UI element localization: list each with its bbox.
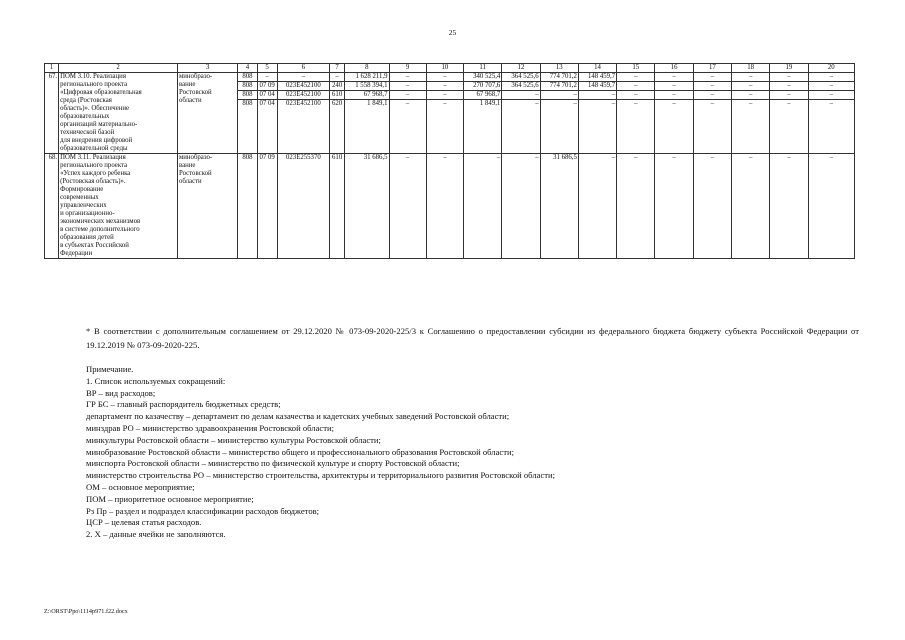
row-title-line: управленческих — [60, 202, 107, 209]
table-cell — [732, 154, 770, 259]
cell-value: – — [617, 91, 654, 100]
cell-value: – — [535, 100, 539, 107]
notes-block — [86, 364, 866, 541]
cell-value: 148 459,7 — [579, 82, 616, 91]
cell-value: 774 701,2 — [541, 82, 578, 91]
cell-value: – — [611, 100, 616, 107]
cell-value: – — [655, 91, 692, 100]
row-title-line: организаций материально- — [60, 121, 138, 128]
notes-item: минздрав РО – министерство здравоохранения Ростовской области; — [86, 422, 334, 433]
cell-value: 774 701,2 — [541, 73, 578, 82]
header-cell: 8 — [345, 64, 389, 73]
header-cell: 14 — [578, 64, 616, 73]
header-cell: 7 — [330, 64, 345, 73]
notes-item: ПОМ – приоритетное основное мероприятие; — [86, 493, 254, 504]
cell-value: 07 04 — [259, 91, 275, 98]
cell-value: – — [809, 91, 854, 100]
row-executor-line: минобразо- — [178, 73, 213, 80]
cell-value: 023E255370 — [286, 154, 321, 161]
header-cell: 4 — [238, 64, 257, 73]
header-cell: 20 — [808, 64, 854, 73]
file-path: Z:\ORST\Ppo\1114p971.f22.docx — [44, 608, 128, 615]
cell-value: – — [770, 73, 807, 82]
table-cell — [277, 73, 329, 154]
cell-value: 67 968,7 — [464, 91, 501, 100]
cell-value: – — [672, 154, 676, 161]
table-cell — [502, 154, 540, 259]
table-cell — [345, 154, 389, 259]
row-title-line: и организационно- — [60, 210, 115, 217]
cell-value: – — [541, 91, 578, 100]
cell-value: 808 — [242, 154, 253, 161]
cell-value: 1 558 394,1 — [345, 82, 388, 91]
cell-value: – — [748, 154, 753, 161]
header-cell: 11 — [464, 64, 502, 73]
cell-value: – — [655, 73, 692, 82]
cell-value: – — [427, 73, 463, 82]
cell-value: – — [770, 91, 807, 100]
row-executor-line: Ростовской — [178, 89, 212, 96]
cell-value: 620 — [332, 100, 343, 107]
row-title-line: образования детей — [60, 234, 114, 241]
budget-table — [44, 63, 855, 259]
row-title-line: в субъектах Российской — [60, 242, 129, 249]
header-cell: 10 — [426, 64, 463, 73]
cell-value: 808 — [242, 100, 253, 107]
cell-value: 023E452100 — [278, 91, 329, 100]
cell-value: 023E452100 — [286, 100, 321, 107]
table-cell — [770, 154, 808, 259]
header-cell: 17 — [693, 64, 731, 73]
header-cell: 1 — [45, 64, 59, 73]
cell-value: – — [829, 154, 833, 161]
row-title-line: образовательных — [60, 113, 110, 120]
cell-value: – — [427, 82, 463, 91]
cell-value: 610 — [332, 91, 343, 98]
table-cell — [540, 73, 578, 154]
table-cell — [464, 154, 502, 259]
table-cell — [345, 73, 389, 154]
row-executor-line: области — [178, 97, 202, 104]
header-cell: 12 — [502, 64, 540, 73]
row-executor — [177, 73, 237, 154]
table-cell — [464, 73, 502, 154]
table-cell — [808, 154, 854, 259]
cell-value: – — [443, 100, 447, 107]
header-cell: 16 — [655, 64, 693, 73]
row-title-line: экономических механизмов — [60, 218, 141, 225]
notes-item: минспорта Ростовской области – министерство по физической культуре и спорту Ростовской области; — [86, 458, 460, 469]
cell-value: – — [634, 154, 638, 161]
table-cell — [540, 154, 578, 259]
table-cell — [655, 73, 693, 154]
cell-value: 1 628 211,9 — [345, 73, 388, 82]
cell-value: – — [496, 154, 501, 161]
cell-value: – — [694, 91, 731, 100]
header-cell: 3 — [177, 64, 237, 73]
cell-value: – — [732, 82, 769, 91]
header-cell: 6 — [277, 64, 329, 73]
cell-value: – — [502, 91, 539, 100]
row-title — [59, 73, 178, 154]
notes-list-title: 1. Список используемых сокращений: — [86, 375, 226, 386]
table-cell — [693, 154, 731, 259]
cell-value: – — [573, 100, 577, 107]
table-row — [45, 154, 855, 259]
cell-value: – — [617, 73, 654, 82]
row-title-line: технической базой — [60, 129, 115, 136]
table-cell — [770, 73, 808, 154]
table-cell — [257, 73, 277, 154]
cell-value: 07 09 — [259, 82, 275, 89]
table-cell — [808, 73, 854, 154]
table-cell — [426, 154, 463, 259]
cell-value: – — [390, 91, 426, 100]
notes-item: ВР – вид расходов; — [86, 387, 156, 398]
cell-value: – — [330, 73, 344, 82]
cell-value: – — [390, 73, 426, 82]
cell-value: – — [535, 154, 539, 161]
row-title-line: Формирование — [60, 186, 104, 193]
table-cell — [578, 154, 616, 259]
row-title-line: для внедрения цифровой — [60, 137, 133, 144]
row-title-line: ПОМ 3.10. Реализация — [60, 73, 126, 80]
cell-value: 07 04 — [259, 100, 275, 107]
row-title-line: в системе дополнительного — [60, 226, 140, 233]
cell-value: – — [634, 100, 638, 107]
cell-value: 364 525,6 — [502, 73, 539, 82]
cell-value: 1 849,1 — [367, 100, 388, 107]
cell-value: – — [770, 82, 807, 91]
header-cell: 5 — [257, 64, 277, 73]
table-cell — [238, 154, 257, 259]
cell-value: – — [787, 100, 791, 107]
row-executor-line: вание — [178, 162, 196, 169]
header-cell: 18 — [732, 64, 770, 73]
notes-item: министерство строительства РО – министерство строительства, архитектуры и территориального развития Ростовской области; — [86, 470, 555, 481]
row-title-line: ПОМ 3.11. Реализация — [60, 154, 126, 161]
notes-item: департамент по казачеству – департамент по делам казачества и кадетских учебных заведений Ростовской области; — [86, 411, 510, 422]
cell-value: 610 — [332, 154, 343, 161]
table-cell — [277, 154, 329, 259]
cell-value: 340 525,4 — [464, 73, 501, 82]
cell-value: – — [732, 73, 769, 82]
cell-value: 07 09 — [259, 154, 275, 161]
cell-value: – — [787, 154, 791, 161]
table-cell — [330, 154, 345, 259]
cell-value: – — [732, 91, 769, 100]
notes-item: минкультуры Ростовской области – министерство культуры Ростовской области; — [86, 434, 381, 445]
cell-value: 148 459,7 — [579, 73, 616, 82]
notes-item: Рз Пр – раздел и подраздел классификации расходов бюджетов; — [86, 505, 320, 516]
notes-item: ЦСР – целевая статья расходов. — [86, 517, 202, 528]
row-title-line: регионального проекта — [60, 81, 128, 88]
cell-value: – — [611, 154, 616, 161]
notes-title: Примечание. — [86, 364, 134, 374]
cell-value: 808 — [238, 82, 256, 91]
row-executor-line: Ростовской — [178, 170, 212, 177]
cell-value: – — [258, 73, 277, 82]
cell-value: – — [829, 100, 833, 107]
row-number: 68. — [45, 154, 59, 259]
table-cell — [238, 73, 257, 154]
table-cell — [389, 73, 426, 154]
row-executor-line: минобразо- — [178, 154, 213, 161]
cell-value: – — [694, 73, 731, 82]
cell-value: – — [443, 154, 447, 161]
cell-value: 808 — [238, 91, 256, 100]
cell-value: – — [579, 91, 616, 100]
cell-value: 364 525,6 — [502, 82, 539, 91]
row-title — [59, 154, 178, 259]
cell-value: – — [710, 154, 715, 161]
row-title-line: «Цифровая образовательная — [60, 89, 142, 96]
table-cell — [578, 73, 616, 154]
notes-item-2: 2. Х – данные ячейки не заполняются. — [86, 529, 226, 540]
header-cell: 2 — [59, 64, 178, 73]
cell-value: – — [694, 82, 731, 91]
cell-value: 023E452100 — [278, 82, 329, 91]
row-executor-line: вание — [178, 81, 196, 88]
cell-value: 240 — [332, 82, 343, 89]
cell-value: 270 707,6 — [464, 82, 501, 91]
cell-value: – — [672, 100, 676, 107]
header-cell: 19 — [770, 64, 808, 73]
cell-value: – — [710, 100, 715, 107]
row-title-line: Федерации — [60, 250, 93, 257]
notes-item: ОМ – основное мероприятие; — [86, 481, 195, 492]
row-title-line: образовательной среды — [60, 145, 128, 152]
cell-value: 31 686,5 — [363, 154, 388, 161]
row-executor-line: области — [178, 178, 202, 185]
table-cell — [693, 73, 731, 154]
notes-items — [86, 388, 866, 530]
row-title-line: область)». Обеспечение — [60, 105, 130, 112]
header-cell: 9 — [389, 64, 426, 73]
cell-value: 67 968,7 — [345, 91, 388, 100]
footnote: * В соответствии с дополнительным соглашением от 29.12.2020 № 073-09-2020-225/3 к Соглашению о предоставлении субсидии из федерального бюджета бюджету субъекта Российской Федерации от 19.12.2019 № 073-09-2020-225. — [86, 326, 859, 350]
table-cell — [330, 73, 345, 154]
row-title-line: (Ростовская область)». — [60, 178, 126, 185]
row-title-line: среда (Ростовская — [60, 97, 112, 104]
cell-value: – — [427, 91, 463, 100]
cell-value: – — [655, 82, 692, 91]
cell-value: – — [748, 100, 753, 107]
table-cell — [389, 154, 426, 259]
cell-value: – — [390, 82, 426, 91]
header-cell: 13 — [540, 64, 578, 73]
cell-value: – — [405, 154, 410, 161]
table-cell — [257, 154, 277, 259]
table-cell — [502, 73, 540, 154]
table-cell — [655, 154, 693, 259]
notes-item: минобразование Ростовской области – министерство общего и профессионального образования Ростовской области; — [86, 446, 514, 457]
row-number: 67. — [45, 73, 59, 154]
table-cell — [617, 73, 655, 154]
page-number: 25 — [448, 28, 457, 37]
cell-value: – — [809, 73, 854, 82]
table-cell — [426, 73, 463, 154]
row-executor — [177, 154, 237, 259]
table-header-row — [45, 64, 855, 73]
notes-item: ГР БС – главный распорядитель бюджетных средств; — [86, 399, 281, 410]
row-title-line: «Успех каждого ребенка — [60, 170, 131, 177]
cell-value: – — [405, 100, 410, 107]
cell-value: 1 849,1 — [479, 100, 501, 107]
row-title-line: регионального проекта — [60, 162, 128, 169]
table-cell — [617, 154, 655, 259]
row-title-line: современных — [60, 194, 99, 201]
table-row — [45, 73, 855, 154]
header-cell: 15 — [617, 64, 655, 73]
cell-value: 31 686,5 — [553, 154, 577, 161]
cell-value: – — [278, 73, 329, 82]
table-cell — [732, 73, 770, 154]
cell-value: – — [809, 82, 854, 91]
cell-value: – — [617, 82, 654, 91]
cell-value: 808 — [238, 73, 256, 82]
